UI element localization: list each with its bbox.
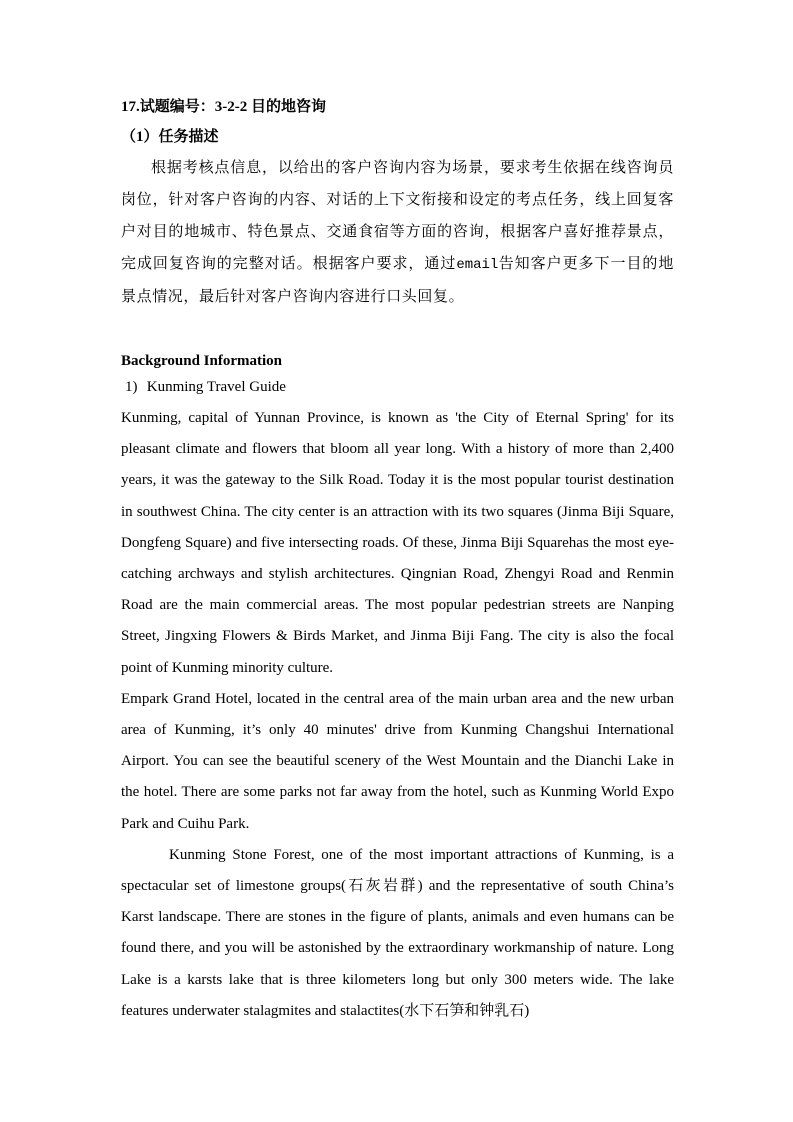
stone-forest-paragraph: Kunming Stone Forest, one of the most important attractions of Kunming, is a spectacular set of limestone groups(石灰岩群) and the representative of south China’s Karst landscape. There are stones in the figure of plants, animals and even humans can be found there, and you will be astonished by the extraordinary workmanship of nature. Long Lake is a karsts lake that is three kilometers long but only 300 meters wide. The lake features underwater stalagmites and stalactites(水下石笋和钟乳石)	[121, 846, 674, 1019]
guide-title	[121, 375, 674, 399]
guide-number: 1)	[125, 379, 138, 395]
background-heading: Background Information	[121, 353, 283, 369]
task-text-before: 根据考核点信息，以给出的客户咨询内容为场景，要求考生依据在线咨询员岗位，针对客户咨询的内容、对话的上下文衔接和设定的考点任务，线上回复客户对目的地城市、特色景点、交通食宿等方面的咨询，根据客户喜好推荐景点，完成回复咨询的完整对话。根据客户要求，通过	[121, 160, 674, 272]
guide-title-text: Kunming Travel Guide	[146, 379, 286, 395]
question-title: 17.试题编号：3-2-2 目的地咨询	[121, 99, 326, 115]
email-term: email	[456, 257, 499, 273]
task-text-after: 告知客户更多下一目的地景点情况，最后针对客户咨询内容进行口头回复。	[121, 256, 674, 305]
document-page	[121, 94, 674, 1027]
task-description-text	[121, 152, 674, 313]
task-description-heading: （1）任务描述	[121, 129, 219, 145]
hotel-paragraph: Empark Grand Hotel, located in the central area of the main urban area and the new urban area of Kunming, it’s only 40 minutes' drive from Kunming Changshui International Airport. You can see the beautiful scenery of the West Mountain and the Dianchi Lake in the hotel. There are some parks not far away from the hotel, such as Kunming World Expo Park and Cuihu Park.	[121, 690, 674, 832]
kunming-intro-paragraph: Kunming, capital of Yunnan Province, is known as 'the City of Eternal Spring' for its pleasant climate and flowers that bloom all year long. With a history of more than 2,400 years, it was the gateway to the Silk Road. Today it is the most popular tourist destination in southwest China. The city center is an attraction with its two squares (Jinma Biji Square, Dongfeng Square) and five intersecting roads. Of these, Jinma Biji Squarehas the most eye-catching archways and stylish architectures. Qingnian Road, Zhengyi Road and Renmin Road are the main commercial areas. The most popular pedestrian streets are Nanping Street, Jingxing Flowers & Birds Market, and Jinma Biji Fang. The city is also the focal point of Kunming minority culture.	[121, 410, 674, 676]
